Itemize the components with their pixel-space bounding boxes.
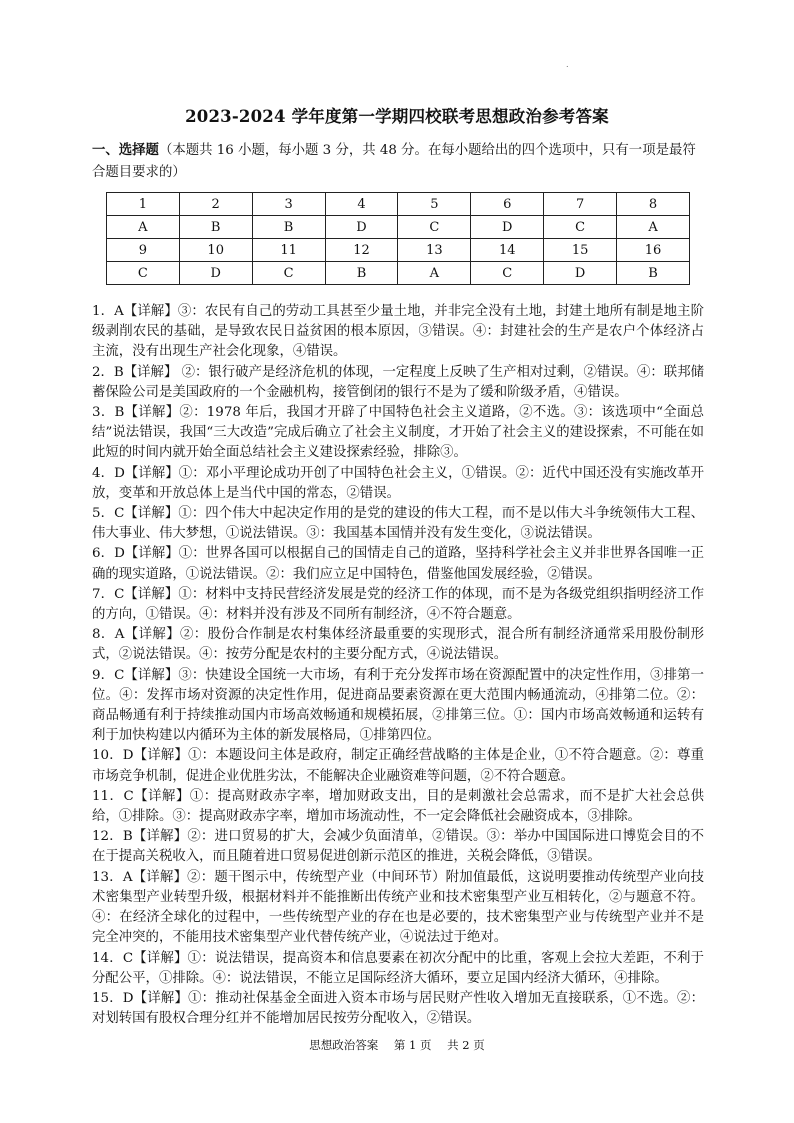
header-dot: . [566, 60, 569, 69]
table-cell: 8 [617, 193, 690, 216]
table-cell: B [617, 262, 690, 285]
table-cell: C [107, 262, 180, 285]
table-cell: B [252, 216, 325, 239]
table-cell: 6 [471, 193, 544, 216]
explanation-item: 11．C【详解】①：提高财政赤字率，增加财政支出，目的是刺激社会总需求，而不是扩大社会总供给，①排除。③：提高财政赤字率，增加市场流动性，不一定会降低社会融资成本，③排除。 [92, 788, 704, 825]
footer-total-pages: 共 2 页 [447, 1038, 485, 1052]
section-multiple-choice-intro [92, 139, 704, 184]
table-cell: 2 [179, 193, 252, 216]
table-cell: D [325, 216, 398, 239]
section-description: （本题共 16 小题，每小题 3 分，共 48 分。在每小题给出的四个选项中，只有一项是最符合题目要求的） [92, 143, 696, 180]
page-title: 2023-2024 学年度第一学期四校联考思想政治参考答案 [185, 107, 609, 126]
explanation-item: 2．B【详解】 ②：银行破产是经济危机的体现，一定程度上反映了生产相对过剩，②错误。④：联邦储蓄保险公司是美国政府的一个金融机构，接管倒闭的银行不是为了缓和阶级矛盾，④错误。 [92, 364, 704, 400]
table-cell: 14 [471, 239, 544, 262]
explanation-item: 7．C【详解】①：材料中支持民营经济发展是党的经济工作的体现，而不是为各级党组织指明经济工作的方向，①错误。④：材料并没有涉及不同所有制经济，④不符合题意。 [92, 586, 704, 623]
table-cell: B [325, 262, 398, 285]
table-row-answers-2 [107, 262, 690, 285]
explanation-item: 13．A【详解】②：题干图示中，传统型产业（中间环节）附加值最低，这说明要推动传统型产业向技术密集型产业转型升级，根据材料并不能推断出传统产业和技术密集型产业互相转化，②与题意不符。④：在经济全球化的过程中，一些传统型产业的存在也是必要的，技术密集型产业与传统型产业并不是完全冲突的，不能用技术密集型产业代替传统产业，④说法过于绝对。 [92, 869, 704, 946]
table-cell: C [252, 262, 325, 285]
table-row-numbers-2 [107, 239, 690, 262]
table-cell: 4 [325, 193, 398, 216]
explanation-item: 1．A【详解】③：农民有自己的劳动工具甚至少量土地，并非完全没有土地，封建土地所有制是地主阶级剥削农民的基础，是导致农民日益贫困的根本原因，③错误。④：封建社会的生产是农户个体经济占主流，没有出现生产社会化现象，④错误。 [92, 304, 704, 360]
table-cell: 12 [325, 239, 398, 262]
table-cell: C [398, 216, 471, 239]
table-cell: 3 [252, 193, 325, 216]
table-cell: D [471, 216, 544, 239]
explanation-item: 8．A【详解】②：股份合作制是农村集体经济最重要的实现形式，混合所有制经济通常采用股份制形式，②说法错误。④：按劳分配是农村的主要分配方式，④说法错误。 [92, 627, 704, 663]
table-cell: 5 [398, 193, 471, 216]
explanation-item: 10．D【详解】①：本题设问主体是政府，制定正确经营战略的主体是企业，①不符合题意。②：尊重市场竞争机制，促进企业优胜劣汰，不能解决企业融资难等问题，②不符合题意。 [92, 748, 704, 784]
table-cell: 1 [107, 193, 180, 216]
explanation-item: 12．B【详解】②：进口贸易的扩大，会减少负面清单，②错误。③：举办中国国际进口博览会目的不在于提高关税收入，而且随着进口贸易促进创新示范区的推进，关税会降低，③错误。 [92, 829, 704, 865]
table-row-answers-1 [107, 216, 690, 239]
table-cell: D [179, 262, 252, 285]
table-cell: A [398, 262, 471, 285]
table-cell: A [617, 216, 690, 239]
page-footer [0, 1037, 794, 1053]
footer-page-number: 第 1 页 [393, 1038, 432, 1052]
table-cell: 11 [252, 239, 325, 262]
explanation-item: 14．C【详解】①：说法错误，提高资本和信息要素在初次分配中的比重，客观上会拉大差距，不利于分配公平，①排除。④：说法错误，不能立足国际经济大循环，要立足国内经济大循环，④排除。 [92, 950, 704, 986]
explanation-item: 4．D【详解】①：邓小平理论成功开创了中国特色社会主义，①错误。②：近代中国还没有实施改革开放，变革和开放总体上是当代中国的常态，②错误。 [92, 465, 704, 501]
table-cell: 15 [544, 239, 617, 262]
footer-subject: 思想政治答案 [309, 1038, 379, 1052]
explanation-item: 15．D【详解】①：推动社保基金全面进入资本市场与居民财产性收入增加无直接联系，①不选。②：对划转国有股权合理分红并不能增加居民按劳分配收入，②错误。 [92, 990, 704, 1027]
table-cell: 9 [107, 239, 180, 262]
section-heading: 一、选择题 [92, 142, 159, 158]
explanation-item: 9．C【详解】③：快建设全国统一大市场，有利于充分发挥市场在资源配置中的决定性作用，③排第一位。④：发挥市场对资源的决定性作用，促进商品要素资源在更大范围内畅通流动，④排第二位。②：商品畅通有利于持续推动国内市场高效畅通和规模拓展，②排第三位。①：国内市场高效畅通和运转有利于加快构建以内循环为主体的新发展格局，①排第四位。 [92, 667, 704, 744]
explanation-item: 6．D【详解】①：世界各国可以根据自己的国情走自己的道路，坚持科学社会主义并非世界各国唯一正确的现实道路，①说法错误。②：我们应立足中国特色，借鉴他国发展经验，②错误。 [92, 546, 704, 582]
table-row-numbers-1 [107, 193, 690, 216]
table-cell: C [544, 216, 617, 239]
table-cell: B [179, 216, 252, 239]
table-cell: 7 [544, 193, 617, 216]
table-cell: A [107, 216, 180, 239]
table-cell: D [544, 262, 617, 285]
explanation-item: 3．B【详解】②：1978 年后，我国才开辟了中国特色社会主义道路，②不选。③：该选项中“全面总结”说法错误，我国“三大改造”完成后确立了社会主义制度，才开始了社会主义的建设探索，不可能在如此短的时间内就开始全面总结社会主义建设探索经验，排除③。 [92, 405, 704, 461]
table-cell: 13 [398, 239, 471, 262]
answer-table [106, 192, 690, 285]
explanations-list [92, 302, 704, 1029]
explanation-item: 5．C【详解】①：四个伟大中起决定作用的是党的建设的伟大工程，而不是以伟大斗争统领伟大工程、伟大事业、伟大梦想，①说法错误。③：我国基本国情并没有发生变化，③说法错误。 [92, 506, 704, 542]
table-cell: C [471, 262, 544, 285]
table-cell: 10 [179, 239, 252, 262]
table-cell: 16 [617, 239, 690, 262]
